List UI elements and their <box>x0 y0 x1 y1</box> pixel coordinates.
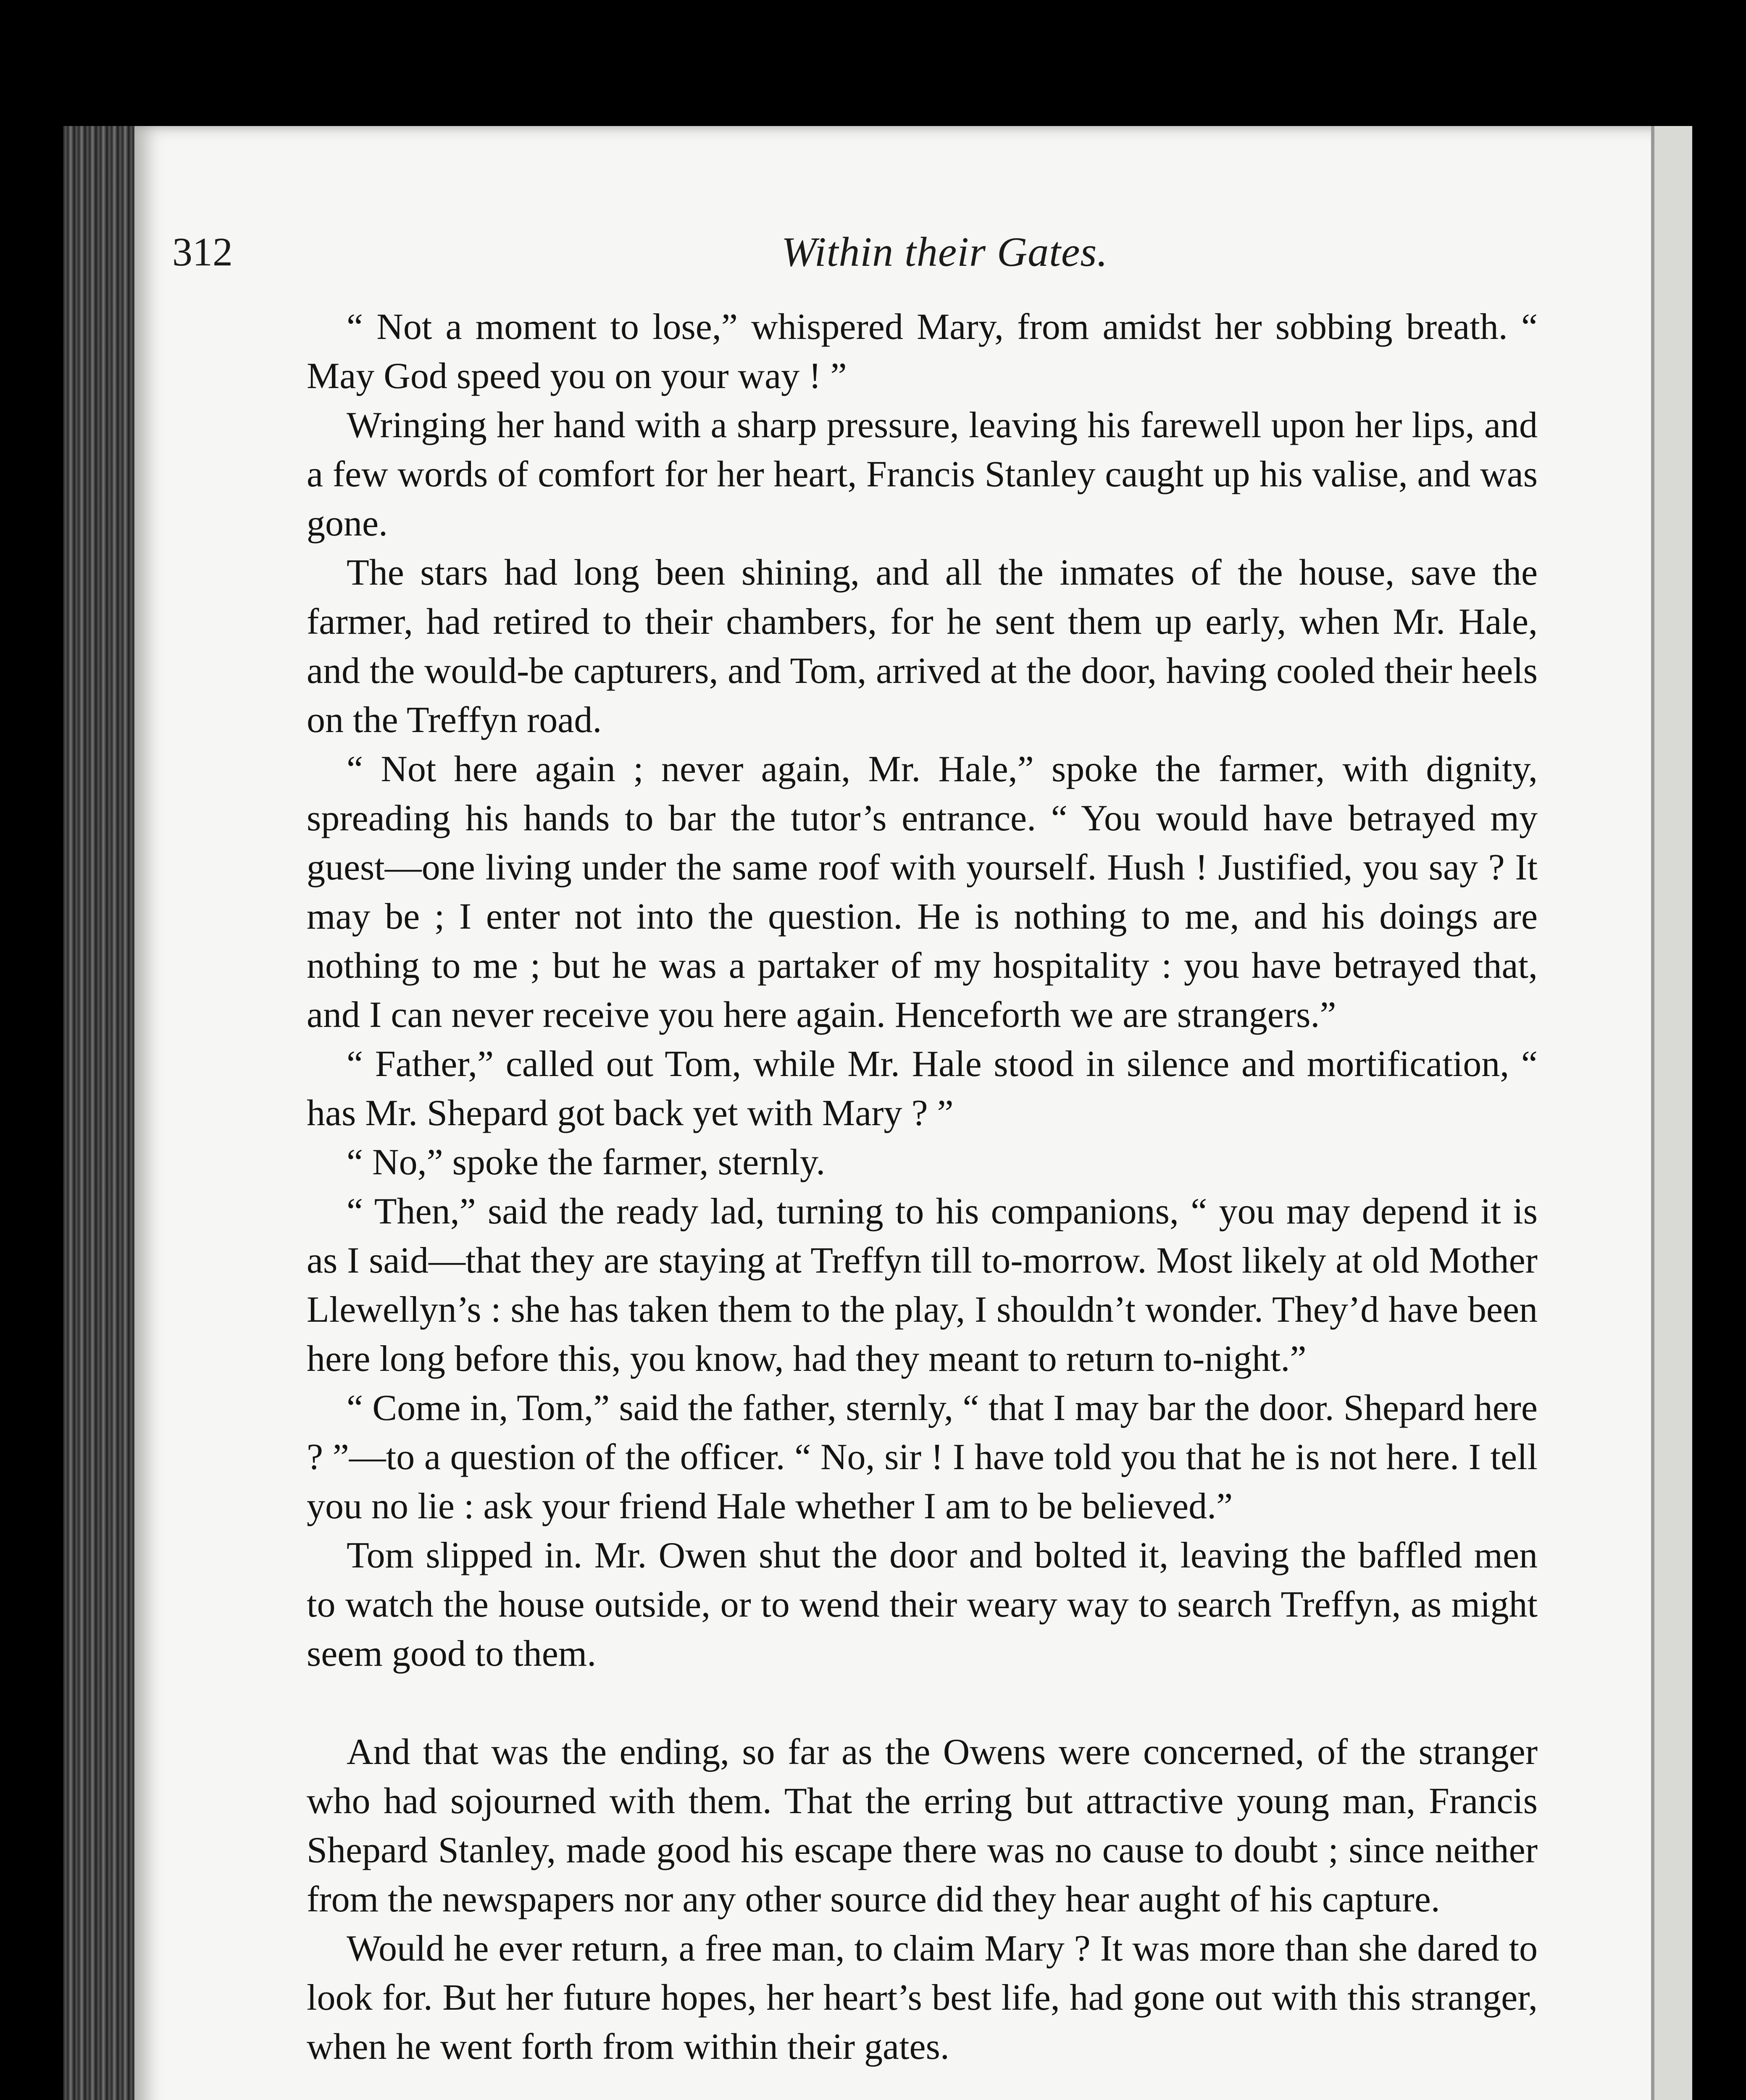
paragraph: “ Come in, Tom,” said the father, sternly, “ that I may bar the door. Shepard here ? ”—to a question of the officer. “ No, sir ! I have told you that he is not here. I tell you no lie : ask your friend Hale whether I am to be believed.” <box>307 1388 1538 1527</box>
paragraph: “ Father,” called out Tom, while Mr. Hale stood in silence and mortification, “ has Mr. Shepard got back yet with Mary ? ” <box>307 1044 1538 1134</box>
paragraph: “ Then,” said the ready lad, turning to his companions, “ you may depend it is as I said—that they are staying at Treffyn till to-morrow. Most likely at old Mother Llewellyn’s : she has taken them to the play, I shouldn’t wonder. They’d have been here long before this, you know, had they meant to return to-night.” <box>307 1191 1538 1379</box>
book-spine <box>63 126 143 2100</box>
section-break <box>307 1678 1538 1727</box>
page-number: 312 <box>172 229 233 274</box>
paragraph: “ Not here again ; never again, Mr. Hale,” spoke the farmer, with dignity, spreading his hands to bar the tutor’s entrance. “ You would have betrayed my guest—one living under the same roof with yourself. Hush ! Justified, you say ? It may be ; I enter not into the question. He is nothing to me, and his doings are nothing to me ; but he was a partaker of my hospitality : you have betrayed that, and I can never receive you here again. Henceforth we are strangers.” <box>307 749 1538 1035</box>
paragraph: The stars had long been shining, and all the inmates of the house, save the farmer, had retired to their chambers, for he sent them up early, when Mr. Hale, and the would-be capturers, and Tom, arrived at the door, having cooled their heels on the Treffyn road. <box>307 552 1538 740</box>
running-title: Within their Gates. <box>781 228 1108 275</box>
body-text <box>307 302 1538 2071</box>
paragraph: And that was the ending, so far as the Owens were concerned, of the stranger who had sojourned with them. That the erring but attractive young man, Francis Shepard Stanley, made good his escape there was no cause to doubt ; since neither from the newspapers nor any other source did they hear aught of his capture. <box>307 1732 1538 1920</box>
paragraph: Tom slipped in. Mr. Owen shut the door and bolted it, leaving the baffled men to watch the house outside, or to wend their weary way to search Treffyn, as might seem good to them. <box>307 1535 1538 1674</box>
page-edge <box>1651 126 1692 2100</box>
paragraph: “ No,” spoke the farmer, sternly. <box>347 1142 826 1183</box>
paragraph: Would he ever return, a free man, to claim Mary ? It was more than she dared to look for. But her future hopes, her heart’s best life, had gone out with this stranger, when he went forth from within their gates. <box>307 1928 1538 2067</box>
paragraph: Wringing her hand with a sharp pressure, leaving his farewell upon her lips, and a few words of comfort for her heart, Francis Stanley caught up his valise, and was gone. <box>307 405 1538 544</box>
paragraph: “ Not a moment to lose,” whispered Mary, from amidst her sobbing breath. “ May God speed you on your way ! ” <box>307 307 1538 396</box>
running-header <box>172 223 1139 281</box>
